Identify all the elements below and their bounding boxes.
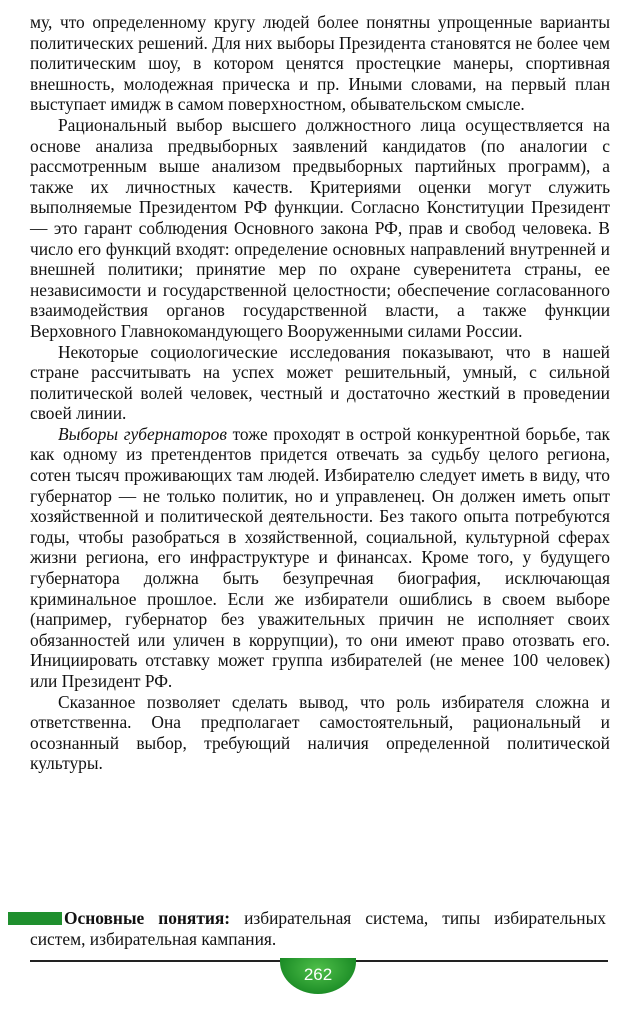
paragraph-4 <box>30 424 610 692</box>
paragraph-4-body: тоже проходят в острой конкурентной борьбе, так как одному из претендентов придется отвечать за судьбу целого региона, сотен тысяч проживающих там людей. Избирателю следует иметь в виду, что губернатор — не только политик, но и управленец. Он должен иметь опыт хозяйственной и политической деятельности. Без такого опыта потребуются годы, чтобы разобраться в хозяйственной, социальной, культурной сферах жизни региона, его инфраструктуре и финансах. Кроме того, у будущего губернатора должна быть безупречная биография, исключающая криминальное прошлое. Если же избиратели ошиблись в своем выборе (например, губернатор без уважительных причин не исполняет своих обязанностей или уличен в коррупции), то они имеют право отозвать его. Инициировать отставку может группа избирателей (не менее 100 человек) или Президент РФ. <box>30 423 610 691</box>
page-text <box>30 12 610 774</box>
key-concepts-text: избирательная система, типы избирательных систем, избирательная кампания. <box>30 908 606 949</box>
paragraph-5: Сказанное позволяет сделать вывод, что роль избирателя сложна и ответственна. Она предполагает самостоятельный, рациональный и осознанный выбор, требующий наличия определенной политической культуры. <box>30 691 610 774</box>
paragraph-4-italic-lead: Выборы губернаторов <box>58 423 227 444</box>
paragraph-1: му, что определенному кругу людей более понятны упрощенные варианты политических решений. Для них выборы Президента становятся не более чем политическим шоу, в котором ценятся простецкие манеры, спортивная внешность, молодежная прическа и пр. Иными словами, на первый план выступает имидж в самом поверхностном, обывательском смысле. <box>30 12 610 115</box>
paragraph-3: Некоторые социологические исследования показывают, что в нашей стране рассчитывать на успех может решительный, умный, с сильной политической волей человек, честный и достаточно жесткий в проведении своей линии. <box>30 341 610 424</box>
key-concepts-label: Основные понятия: <box>64 908 231 928</box>
page-number: 262 <box>280 958 356 994</box>
paragraph-2: Рациональный выбор высшего должностного лица осуществляется на основе анализа предвыборных заявлений кандидатов (по аналогии с рассмотренным выше анализом предвыборных партийных программ), а также их личностных качеств. Критериями оценки могут служить выполняемые Президентом РФ функции. Согласно Конституции Президент — это гарант соблюдения Основного закона РФ, прав и свобод человека. В число его функций входят: определение основных направлений внутренней и внешней политики; принятие мер по охране суверенитета страны, ее независимости и государственной целостности; обеспечение согласованного взаимодействия органов государственной власти, а также функции Верховного Главнокомандующего Вооруженными силами России. <box>30 114 610 341</box>
